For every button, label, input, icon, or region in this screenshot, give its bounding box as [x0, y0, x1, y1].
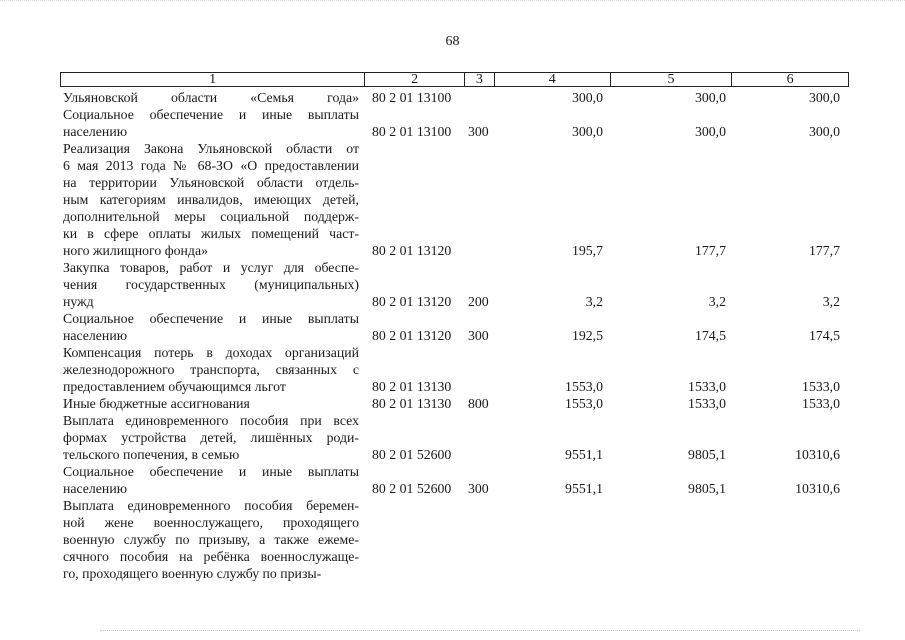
row-description-line: го, проходящего военную службу по призы- — [63, 566, 322, 581]
row-value-col5: 177,7 — [694, 243, 726, 258]
row-code: 80 2 01 52600 — [372, 481, 452, 496]
row-value-col4: 300,0 — [571, 124, 603, 139]
table-row — [0, 140, 905, 259]
row-description-line: ки в сфере оплаты жилых помещений част- — [63, 226, 359, 241]
row-type: 800 — [468, 396, 489, 411]
header-col-6: 6 — [786, 72, 794, 87]
row-value-col6: 174,5 — [808, 328, 840, 343]
table-row — [0, 310, 905, 344]
row-description-line: Социальное обеспечение и иные выплаты — [63, 311, 359, 326]
row-value-col4: 192,5 — [571, 328, 603, 343]
row-type: 300 — [468, 124, 489, 139]
row-description-line: Реализация Закона Ульяновской области от — [63, 141, 359, 156]
table-row — [0, 497, 905, 582]
row-description — [63, 344, 359, 395]
scan-artifact-bottom — [100, 630, 860, 632]
row-description-line: формах устройства детей, лишённых роди- — [63, 430, 359, 445]
row-value-col6: 1533,0 — [802, 396, 840, 411]
row-value-col6: 300,0 — [808, 90, 840, 105]
row-description-line: тельского попечения, в семью — [63, 447, 240, 462]
row-code: 80 2 01 13130 — [372, 396, 452, 411]
row-description — [63, 412, 359, 463]
row-type: 300 — [468, 481, 489, 496]
row-code: 80 2 01 52600 — [372, 447, 452, 462]
row-code: 80 2 01 13120 — [372, 243, 452, 258]
row-value-col6: 300,0 — [808, 124, 840, 139]
row-type: 300 — [468, 328, 489, 343]
row-description-line: ного жилищного фонда» — [63, 243, 208, 258]
row-description-line: населению — [63, 481, 128, 496]
row-value-col5: 1533,0 — [688, 396, 726, 411]
row-value-col5: 9805,1 — [688, 481, 726, 496]
row-value-col4: 300,0 — [571, 90, 603, 105]
row-description — [63, 106, 359, 140]
row-description-line: 6 мая 2013 года № 68-ЗО «О предоставлении — [63, 158, 359, 173]
table-row — [0, 463, 905, 497]
row-description-line: предоставлением обучающимся льгот — [63, 379, 286, 394]
row-value-col5: 9805,1 — [688, 447, 726, 462]
table-row — [0, 89, 905, 106]
row-description-line: сячного пособия на ребёнка военнослужаще- — [63, 549, 359, 564]
row-value-col5: 300,0 — [694, 90, 726, 105]
header-col-4: 4 — [495, 73, 611, 86]
row-value-col6: 1533,0 — [802, 379, 840, 394]
row-description-line: Социальное обеспечение и иные выплаты — [63, 464, 359, 479]
row-description-line: населению — [63, 124, 128, 139]
row-description-line: Социальное обеспечение и иные выплаты — [63, 107, 359, 122]
row-value-col6: 3,2 — [822, 294, 840, 309]
row-value-col6: 10310,6 — [795, 481, 840, 496]
header-col-5: 5 — [611, 73, 733, 86]
header-col-1: 1 — [61, 73, 365, 86]
row-value-col5: 174,5 — [694, 328, 726, 343]
row-value-col5: 300,0 — [694, 124, 726, 139]
row-description — [63, 310, 359, 344]
table-row — [0, 412, 905, 463]
row-description-line: населению — [63, 328, 128, 343]
row-description — [63, 497, 359, 582]
row-value-col4: 3,2 — [585, 294, 603, 309]
row-description-line: военную службу по призыву, а также ежеме- — [63, 532, 359, 547]
page-number: 68 — [445, 34, 460, 49]
row-description-line: Ульяновской области «Семья года» — [63, 90, 359, 105]
row-value-col4: 1553,0 — [565, 379, 603, 394]
header-col-3: 3 — [465, 73, 495, 86]
row-type: 200 — [468, 294, 489, 309]
table-row — [0, 259, 905, 310]
row-description — [63, 140, 359, 259]
row-code: 80 2 01 13100 — [372, 124, 452, 139]
row-description — [63, 89, 359, 106]
row-code: 80 2 01 13100 — [372, 90, 452, 105]
row-value-col4: 9551,1 — [565, 481, 603, 496]
row-description-line: чения государственных (муниципальных) — [63, 277, 359, 292]
row-description-line: Компенсация потерь в доходах организаций — [63, 345, 359, 360]
row-value-col5: 1533,0 — [688, 379, 726, 394]
row-description-line: ной жене военнослужащего, проходящего — [63, 515, 359, 530]
row-value-col4: 195,7 — [571, 243, 603, 258]
table-row — [0, 106, 905, 140]
row-description-line: Закупка товаров, работ и услуг для обеспе- — [63, 260, 359, 275]
row-description — [63, 395, 359, 412]
row-value-col5: 3,2 — [708, 294, 726, 309]
table-row — [0, 395, 905, 412]
row-description-line: ным категориям инвалидов, имеющих детей, — [63, 192, 359, 207]
row-code: 80 2 01 13120 — [372, 294, 452, 309]
row-value-col4: 9551,1 — [565, 447, 603, 462]
row-value-col6: 10310,6 — [795, 447, 840, 462]
row-value-col4: 1553,0 — [565, 396, 603, 411]
row-code: 80 2 01 13120 — [372, 328, 452, 343]
row-description-line: на территории Ульяновской области отдель- — [63, 175, 359, 190]
row-value-col6: 177,7 — [808, 243, 840, 258]
row-description — [63, 259, 359, 310]
row-description-line: Выплата единовременного пособия при всех — [63, 413, 359, 428]
row-description-line: железнодорожного транспорта, связанных с — [63, 362, 359, 377]
row-description — [63, 463, 359, 497]
table-row — [0, 344, 905, 395]
header-col-2: 2 — [365, 73, 465, 86]
row-description-line: дополнительной меры социальной поддерж- — [63, 209, 359, 224]
row-description-line: Выплата единовременного пособия беремен- — [63, 498, 359, 513]
row-description-line: Иные бюджетные ассигнования — [63, 396, 250, 411]
row-code: 80 2 01 13130 — [372, 379, 452, 394]
row-description-line: нужд — [63, 294, 94, 309]
